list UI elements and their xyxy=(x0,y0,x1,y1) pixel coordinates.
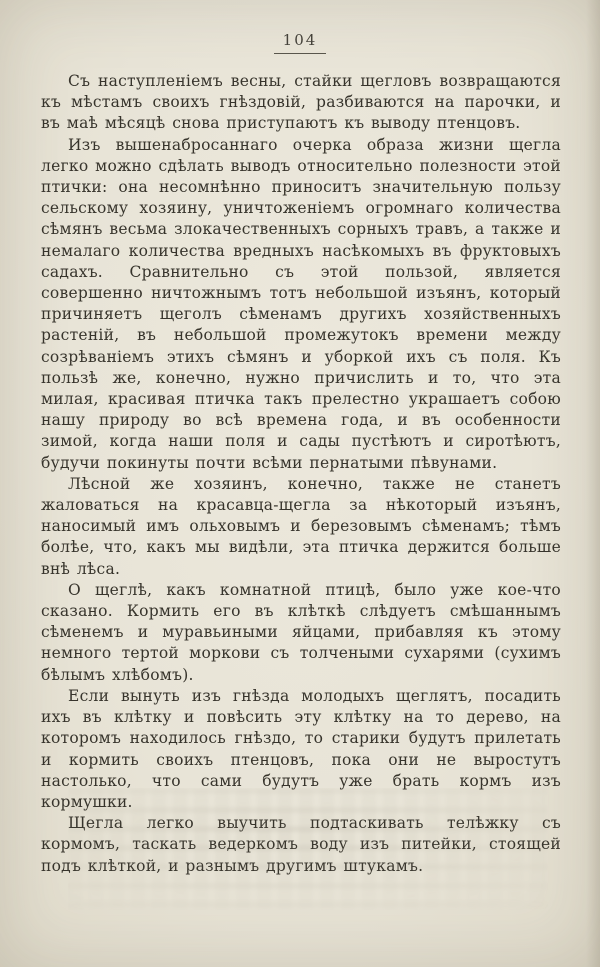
paragraph-1: Съ наступленіемъ весны, стайки щегловъ возвращаются къ мѣстамъ своихъ гнѣздовій, разбиваются на парочки, и въ маѣ мѣсяцѣ снова приступаютъ къ выводу птенцовъ. xyxy=(41,72,561,133)
paragraph-5: Если вынуть изъ гнѣзда молодыхъ щеглятъ, посадить ихъ въ клѣтку и повѣсить эту клѣтку на то дерево, на которомъ находилось гнѣздо, то старики будутъ прилетать и кормить своихъ птенцовъ, пока они не выростутъ настолько, что сами будутъ уже брать кормъ изъ кормушки. xyxy=(41,686,561,811)
paragraph-4: О щеглѣ, какъ комнатной птицѣ, было уже кое-что сказано. Кормить его въ клѣткѣ слѣдуетъ смѣшаннымъ сѣменемъ и муравьиными яйцами, прибавляя къ этому немного тертой моркови съ толчеными сухарями (сухимъ бѣлымъ хлѣбомъ). xyxy=(41,580,561,684)
paragraph-6: Щегла легко выучить подтаскивать телѣжку съ кормомъ, таскать ведеркомъ воду изъ питейки, стоящей подъ клѣткой, и разнымъ другимъ штукамъ. xyxy=(41,814,561,875)
body-text xyxy=(41,71,561,877)
ink-bleed-through-artifact xyxy=(68,788,548,910)
page-header xyxy=(0,30,600,54)
paragraph-2: Изъ вышенабросаннаго очерка образа жизни щегла легко можно сдѣлать выводъ относительно полезности этой птички: она несомнѣнно приноситъ значительную пользу сельскому хозяину, уничтоженіемъ огромнаго количества сѣмянъ весьма злокачественныхъ сорныхъ травъ, а также и немалаго количества вредныхъ насѣкомыхъ въ фруктовыхъ садахъ. Сравнительно съ этой пользой, является совершенно ничтожнымъ тотъ небольшой изъянъ, который причиняетъ щеголъ сѣменамъ другихъ хозяйственныхъ растеній, въ небольшой промежутокъ времени между созрѣваніемъ этихъ сѣмянъ и уборкой ихъ съ поля. Къ пользѣ же, конечно, нужно причислить и то, что эта милая, красивая птичка такъ прелестно украшаетъ собою нашу природу во всѣ времена года, и въ особенности зимой, когда наши поля и сады пустѣютъ и сиротѣютъ, будучи покинуты почти всѣми пернатыми пѣвунами. xyxy=(41,135,561,472)
page-edge-shadow xyxy=(586,0,600,967)
paragraph-3: Лѣсной же хозяинъ, конечно, также не станетъ жаловаться на красавца-щегла за нѣкоторый изъянъ, наносимый имъ ольховымъ и березовымъ сѣменамъ; тѣмъ болѣе, что, какъ мы видѣли, эта птичка держится больше внѣ лѣса. xyxy=(41,474,561,578)
page-number: 104 xyxy=(274,31,327,54)
